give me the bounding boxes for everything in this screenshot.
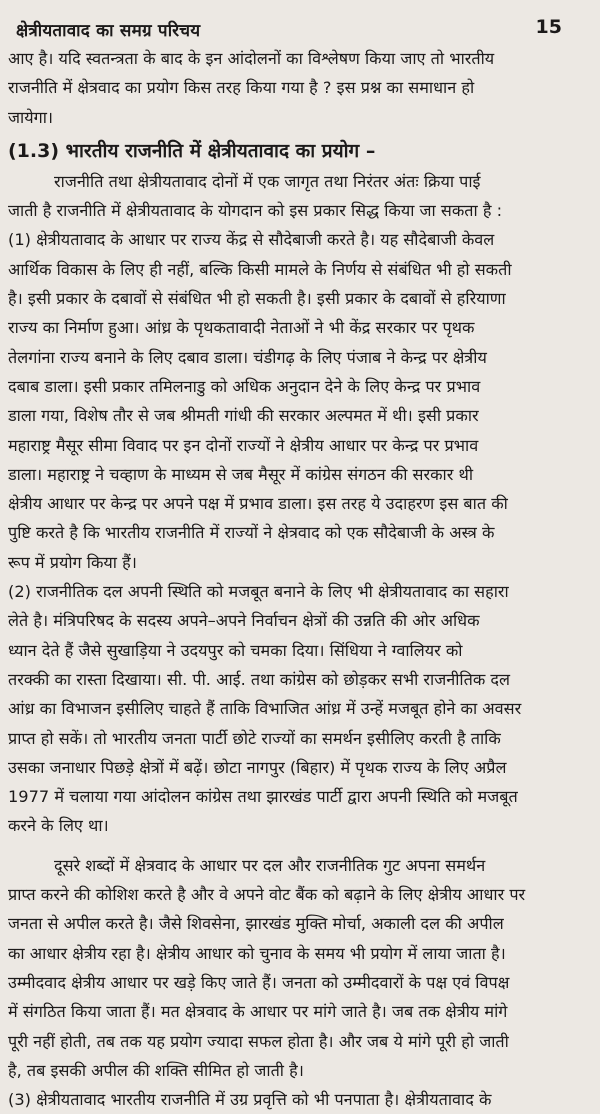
text-line: आंध्र का विभाजन इसीलिए चाहते हैं ताकि विभाजित आंध्र में उन्हें मजबूत होने का अवसर bbox=[8, 699, 522, 719]
paragraph-2 bbox=[8, 577, 584, 841]
text-line: करने के लिए था। bbox=[8, 816, 109, 836]
text-line: आए है। यदि स्वतन्त्रता के बाद के इन आंदोलनों का विश्लेषण किया जाए तो भारतीय bbox=[8, 49, 495, 68]
page-number: 15 bbox=[535, 16, 562, 38]
text-line: दबाब डाला। इसी प्रकार तमिलनाडु को अधिक अनुदान देने के लिए केन्द्र पर प्रभाव bbox=[8, 376, 481, 396]
text-line: लेते है। मंत्रिपरिषद के सदस्य अपने–अपने निर्वाचन क्षेत्रों की उन्नति की ओर अधिक bbox=[8, 611, 480, 631]
running-title: क्षेत्रीयतावाद का समग्र परिचय bbox=[16, 21, 201, 41]
text-line: क्षेत्रीय आधार पर केन्द्र पर अपने पक्ष में प्रभाव डाला। इस तरह ये उदाहरण इस बात की bbox=[8, 494, 508, 514]
text-line: जनता से अपील करते है। जैसे शिवसेना, झारखंड मुक्ति मोर्चा, अकाली दल की अपील bbox=[8, 914, 504, 934]
text-line: राजनीति में क्षेत्रवाद का प्रयोग किस तरह किया गया है ? इस प्रश्न का समाधान हो bbox=[8, 78, 475, 98]
text-line: राजनीति तथा क्षेत्रीयतावाद दोनों में एक जागृत तथा निरंतर अंतः क्रिया पाई bbox=[54, 171, 481, 191]
text-line: डाला गया, विशेष तौर से जब श्रीमती गांधी की सरकार अल्पमत में थी। इसी प्रकार bbox=[8, 406, 479, 426]
text-line: जायेगा। bbox=[8, 107, 54, 127]
text-line: पुष्टि करते है कि भारतीय राजनीति में राज्यों ने क्षेत्रवाद को एक सौदेबाजी के अस्त्र के bbox=[8, 523, 495, 543]
intro-paragraph bbox=[8, 44, 584, 132]
text-line: है, तब इसकी अपील की शक्ति सीमित हो जाती है। bbox=[8, 1060, 304, 1080]
text-line: (1) क्षेत्रीयतावाद के आधार पर राज्य केंद्र से सौदेबाजी करते है। यह सौदेबाजी केवल bbox=[8, 230, 495, 250]
text-line: उम्मीदवाद क्षेत्रीय आधार पर खड़े किए जाते हैं। जनता को उम्मीदवारों के पक्ष एवं विपक्ष bbox=[8, 972, 510, 992]
text-line: महाराष्ट्र मैसूर सीमा विवाद पर इन दोनों राज्यों ने क्षेत्रीय आधार पर केन्द्र पर प्रभाव bbox=[8, 435, 479, 455]
paragraph-3 bbox=[8, 851, 584, 1085]
text-line: का आधार क्षेत्रीय रहा है। क्षेत्रीय आधार को चुनाव के समय भी प्रयोग में लाया जाता है। bbox=[8, 943, 506, 963]
page-header bbox=[8, 0, 584, 44]
text-line: 1977 में चलाया गया आंदोलन कांग्रेस तथा झारखंड पार्टी द्वारा अपनी स्थिति को मजबूत bbox=[8, 787, 518, 807]
text-line: आर्थिक विकास के लिए ही नहीं, बल्कि किसी मामले के निर्णय से संबंधित भी हो सकती bbox=[8, 259, 512, 279]
text-line: राज्य का निर्माण हुआ। आंध्र के पृथकतावादी नेताओं ने भी केंद्र सरकार पर पृथक bbox=[8, 318, 475, 338]
text-line: है। इसी प्रकार के दबावों से संबंधित भी हो सकती है। इसी प्रकार के दबावों से हरियाणा bbox=[8, 289, 506, 309]
text-line: जाती है राजनीति में क्षेत्रीयतावाद के योगदान को इस प्रकार सिद्ध किया जा सकता है : bbox=[8, 201, 503, 221]
section-heading: (1.3) भारतीय राजनीति में क्षेत्रीयतावाद का प्रयोग – bbox=[8, 139, 376, 162]
text-line: (3) क्षेत्रीयतावाद भारतीय राजनीति में उग्र प्रवृत्ति को भी पनपाता है। क्षेत्रीयतावाद के bbox=[8, 1090, 492, 1110]
text-line: डाला। महाराष्ट्र ने चव्हाण के माध्यम से जब मैसूर में कांग्रेस संगठन की सरकार थी bbox=[8, 464, 474, 484]
paragraph-4 bbox=[8, 1085, 584, 1114]
paragraph-1 bbox=[8, 167, 584, 577]
text-line: पूरी नहीं होती, तब तक यह प्रयोग ज्यादा सफल होता है। और जब ये मांगे पूरी हो जाती bbox=[8, 1031, 509, 1051]
text-line: उसका जनाधार पिछड़े क्षेत्रों में बढ़ें। छोटा नागपुर (बिहार) में पृथक राज्य के लिए अप्रैल bbox=[8, 757, 507, 777]
text-line: (2) राजनीतिक दल अपनी स्थिति को मजबूत बनाने के लिए भी क्षेत्रीयतावाद का सहारा bbox=[8, 582, 509, 602]
paragraph-gap bbox=[8, 841, 584, 851]
text-line: में संगठित किया जाता हैं। मत क्षेत्रवाद के आधार पर मांगे जाते है। जब तक क्षेत्रीय मांगे bbox=[8, 1002, 508, 1022]
text-line: तरक्की का रास्ता दिखाया। सी. पी. आई. तथा कांग्रेस को छोड़कर सभी राजनीतिक दल bbox=[8, 669, 511, 689]
text-line: प्राप्त हो सकें। तो भारतीय जनता पार्टी छोटे राज्यों का समर्थन इसीलिए करती है ताकि bbox=[8, 728, 501, 748]
text-line: दूसरे शब्दों में क्षेत्रवाद के आधार पर दल और राजनीतिक गुट अपना समर्थन bbox=[54, 855, 486, 875]
text-line: तेलगांना राज्य बनाने के लिए दबाव डाला। चंडीगढ़ के लिए पंजाब ने केन्द्र पर क्षेत्रीय bbox=[8, 347, 487, 367]
text-line: रूप में प्रयोग किया हैं। bbox=[8, 552, 137, 572]
text-line: प्राप्त करने की कोशिश करते है और वे अपने वोट बैंक को बढ़ाने के लिए क्षेत्रीय आधार पर bbox=[8, 885, 526, 905]
text-line: ध्यान देते हैं जैसे सुखाड़िया ने उदयपुर को चमका दिया। सिंधिया ने ग्वालियर को bbox=[8, 640, 463, 660]
